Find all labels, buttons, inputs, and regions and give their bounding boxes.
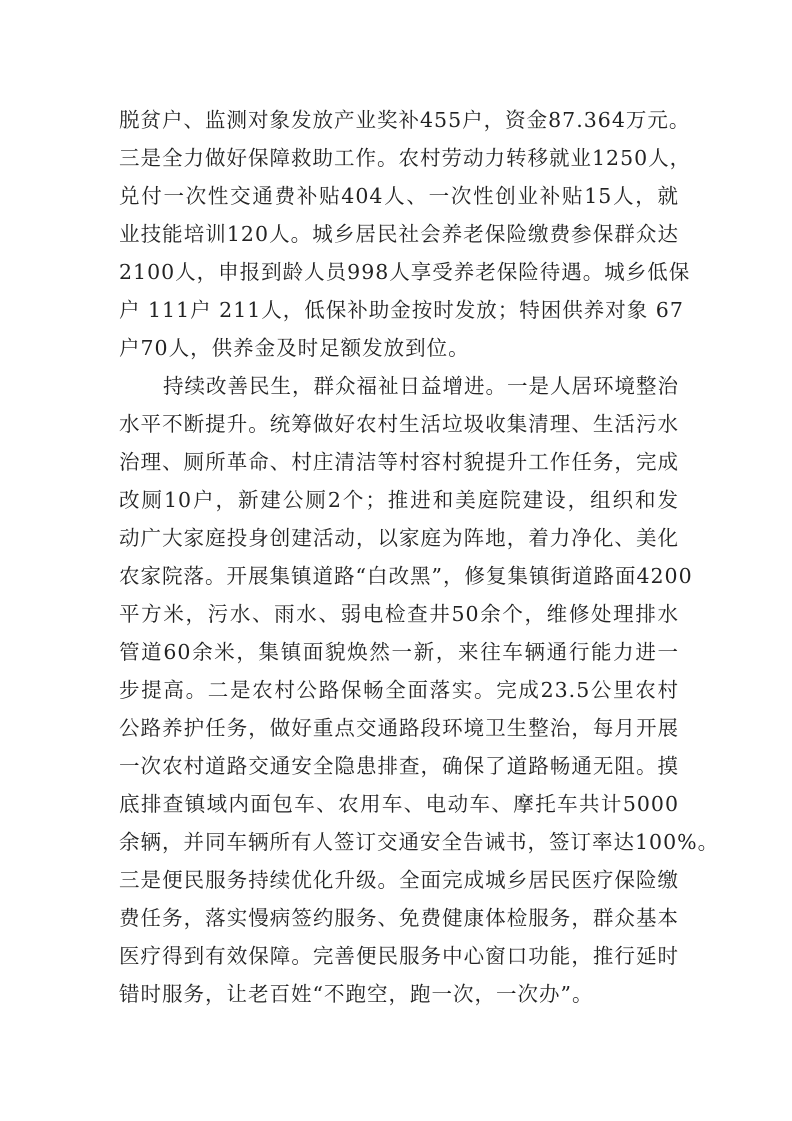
text-line: 动广大家庭投身创建活动，以家庭为阵地，着力净化、美化 [119, 526, 679, 550]
text-line: 水平不断提升。统筹做好农村生活垃圾收集清理、生活污水 [119, 412, 679, 436]
text-line: 户 111户 211人，低保补助金按时发放；特困供养对象 67 [119, 298, 684, 322]
text-line: 治理、厕所革命、村庄清洁等村容村貌提升工作任务，完成 [119, 450, 679, 474]
text-line: 管道60余米，集镇面貌焕然一新，来往车辆通行能力进一 [119, 640, 679, 664]
text-line: 改厕10户，新建公厕2个；推进和美庭院建设，组织和发 [119, 488, 679, 512]
text-line: 一次农村道路交通安全隐患排查，确保了道路畅通无阻。摸 [119, 754, 679, 778]
text-line: 2100人，申报到龄人员998人享受养老保险待遇。城乡低保 [119, 260, 691, 284]
text-line: 错时服务，让老百姓“不跑空，跑一次，一次办”。 [119, 982, 594, 1006]
text-line: 三是全力做好保障救助工作。农村劳动力转移就业1250人， [119, 146, 692, 170]
text-line: 公路养护任务，做好重点交通路段环境卫生整治，每月开展 [119, 716, 679, 740]
text-line: 步提高。二是农村公路保畅全面落实。完成23.5公里农村 [119, 678, 679, 702]
text-line: 持续改善民生，群众福祉日益增进。一是人居环境整治 [163, 374, 679, 398]
text-line: 户70人，供养金及时足额发放到位。 [119, 336, 470, 360]
text-line: 脱贫户、监测对象发放产业奖补455户，资金87.364万元。 [119, 108, 691, 132]
text-line: 余辆，并同车辆所有人签订交通安全告诫书，签订率达100%。 [119, 830, 720, 854]
text-line: 医疗得到有效保障。完善便民服务中心窗口功能，推行延时 [119, 944, 679, 968]
text-line: 农家院落。开展集镇道路“白改黑”，修复集镇街道路面4200 [119, 564, 693, 588]
text-line: 费任务，落实慢病签约服务、免费健康体检服务，群众基本 [119, 906, 679, 930]
text-line: 底排查镇域内面包车、农用车、电动车、摩托车共计5000 [119, 792, 679, 816]
text-line: 平方米，污水、雨水、弱电检查井50余个，维修处理排水 [119, 602, 679, 626]
text-line: 三是便民服务持续优化升级。全面完成城乡居民医疗保险缴 [119, 868, 679, 892]
text-line: 业技能培训120人。城乡居民社会养老保险缴费参保群众达 [119, 222, 679, 246]
text-line: 兑付一次性交通费补贴404人、一次性创业补贴15人，就 [119, 184, 679, 208]
